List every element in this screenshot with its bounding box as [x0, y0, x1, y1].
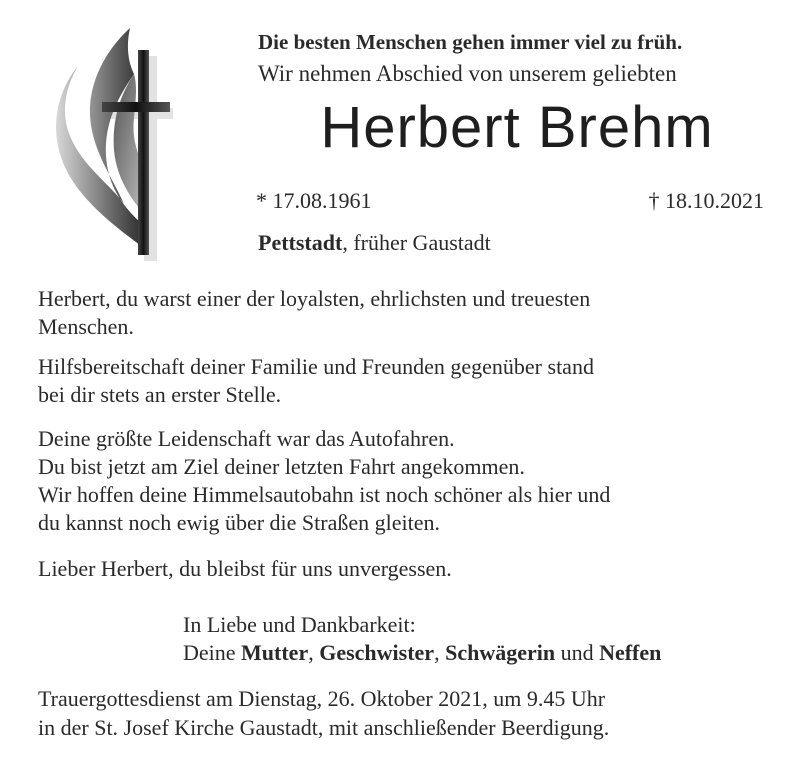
paragraph-3-line: du kannst noch ewig über die Straßen gleiten. — [38, 510, 441, 535]
paragraph-3-line: Deine größte Leidenschaft war das Autofahren. — [38, 426, 455, 451]
signature-line-1: In Liebe und Dankbarkeit: — [183, 612, 416, 637]
signature-conj: und — [555, 640, 600, 665]
paragraph-3 — [38, 425, 778, 537]
paragraph-1-line: Menschen. — [38, 314, 134, 339]
death-date: † 18.10.2021 — [648, 188, 764, 213]
motto: Die besten Menschen gehen immer viel zu früh. — [258, 30, 683, 54]
service-line-2: in der St. Josef Kirche Gaustadt, mit anschließender Beerdigung. — [38, 715, 610, 740]
signature-nephews: Neffen — [599, 640, 662, 665]
signature-sep: , — [434, 640, 446, 665]
intro-line: Wir nehmen Abschied von unserem geliebten — [258, 61, 677, 86]
signature-mother: Mutter — [241, 640, 309, 665]
paragraph-1-line: Herbert, du warst einer der loyalsten, ehrlichsten und treuesten — [38, 286, 591, 311]
signature-line-2 — [183, 639, 661, 667]
place-bold: Pettstadt — [258, 230, 343, 255]
signature — [183, 611, 661, 667]
deceased-name — [0, 94, 800, 161]
paragraph-3-line: Wir hoffen deine Himmelsautobahn ist noch schöner als hier und — [38, 482, 611, 507]
paragraph-4 — [38, 555, 778, 583]
paragraph-2 — [38, 353, 778, 409]
paragraph-4-line: Lieber Herbert, du bleibst für uns unvergessen. — [38, 556, 452, 581]
signature-prefix: Deine — [183, 640, 242, 665]
signature-sep: , — [308, 640, 320, 665]
paragraph-2-line: bei dir stets an erster Stelle. — [38, 382, 282, 407]
deceased-name-text: Herbert Brehm — [320, 95, 714, 160]
paragraph-3-line: Du bist jetzt am Ziel deiner letzten Fahrt angekommen. — [38, 454, 525, 479]
service-line-1: Trauergottesdienst am Dienstag, 26. Oktober 2021, um 9.45 Uhr — [38, 686, 606, 711]
signature-sisters-in-law: Schwägerin — [445, 640, 556, 665]
place — [258, 230, 491, 256]
birth-date: * 17.08.1961 — [256, 188, 372, 213]
place-rest: , früher Gaustadt — [342, 230, 491, 255]
signature-siblings: Geschwister — [319, 640, 435, 665]
paragraph-1 — [38, 285, 778, 341]
service-info — [38, 684, 609, 742]
paragraph-2-line: Hilfsbereitschaft deiner Familie und Freunden gegenüber stand — [38, 354, 594, 379]
